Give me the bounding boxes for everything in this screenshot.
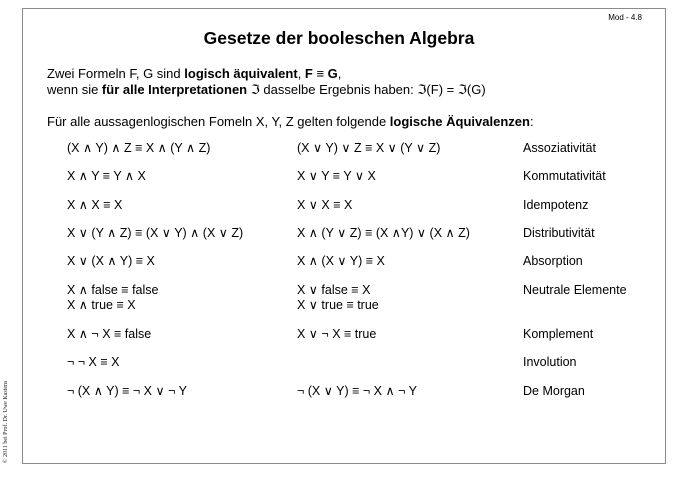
intro-text: wenn sie <box>47 82 102 97</box>
intro-text: , <box>337 66 342 81</box>
slide-id: Mod - 4.8 <box>608 13 642 22</box>
formula: X ∧ (X ∨ Y) ≡ X <box>297 254 385 268</box>
intro-formula: F ≡ G <box>304 66 338 81</box>
formula: X ∧ false ≡ false <box>67 283 159 297</box>
intro-text: , <box>297 66 305 81</box>
formula: X ∧ (Y ∨ Z) ≡ (X ∧Y) ∨ (X ∧ Z) <box>297 226 470 240</box>
lead-text: Für alle aussagenlogischen Fomeln X, Y, Z gelten folgende <box>47 114 390 129</box>
lead-emphasis: logische Äquivalenzen <box>389 114 530 129</box>
formula: ¬ (X ∨ Y) ≡ ¬ X ∧ ¬ Y <box>297 384 417 398</box>
intro-emphasis: logisch äquivalent <box>184 66 298 81</box>
formula: X ∨ ¬ X ≡ true <box>297 327 377 341</box>
law-name: Idempotenz <box>523 198 589 212</box>
law-conjunctive <box>67 141 210 156</box>
formula: ¬ ¬ X ≡ X <box>67 355 120 369</box>
law-conjunctive <box>67 169 146 184</box>
law-name: Absorption <box>523 254 583 268</box>
intro-paragraph <box>47 66 486 98</box>
formula: ¬ (X ∧ Y) ≡ ¬ X ∨ ¬ Y <box>67 384 187 398</box>
intro-text: ℑ dasselbe Ergebnis haben: ℑ(F) = ℑ(G) <box>247 82 486 97</box>
intro-line-2 <box>47 82 486 98</box>
law-conjunctive <box>67 226 243 241</box>
law-conjunctive <box>67 198 122 213</box>
law-conjunctive <box>67 283 158 313</box>
formula: X ∨ (X ∧ Y) ≡ X <box>67 254 155 268</box>
lead-text: : <box>529 114 534 129</box>
law-name: Distributivität <box>523 226 595 240</box>
law-disjunctive <box>297 254 385 269</box>
law-name: Assoziativität <box>523 141 596 155</box>
intro-line-1 <box>47 66 486 82</box>
law-disjunctive <box>297 141 440 156</box>
formula: X ∧ true ≡ X <box>67 298 136 312</box>
slide-title: Gesetze der booleschen Algebra <box>203 28 475 48</box>
lead-sentence <box>47 114 534 129</box>
law-conjunctive <box>67 384 187 399</box>
law-disjunctive <box>297 327 376 342</box>
formula: X ∧ ¬ X ≡ false <box>67 327 152 341</box>
formula: X ∨ X ≡ X <box>297 198 353 212</box>
law-conjunctive <box>67 254 155 269</box>
law-disjunctive <box>297 283 379 313</box>
law-name: Neutrale Elemente <box>523 283 627 297</box>
law-disjunctive <box>297 384 417 399</box>
law-disjunctive <box>297 169 376 184</box>
intro-emphasis: für alle Interpretationen <box>101 82 248 97</box>
formula: X ∧ Y ≡ Y ∧ X <box>67 169 146 183</box>
law-disjunctive <box>297 226 470 241</box>
formula: X ∨ true ≡ true <box>297 298 379 312</box>
copyright-note: © 2011 bei Prof. Dr. Uwe Kastens <box>3 380 9 463</box>
law-name: Komplement <box>523 327 594 341</box>
law-conjunctive <box>67 355 119 370</box>
intro-text: Zwei Formeln F, G sind <box>47 66 185 81</box>
formula: X ∨ Y ≡ Y ∨ X <box>297 169 376 183</box>
law-disjunctive <box>297 198 352 213</box>
law-name: De Morgan <box>523 384 585 398</box>
formula: (X ∨ Y) ∨ Z ≡ X ∨ (Y ∨ Z) <box>297 141 441 155</box>
formula: X ∨ (Y ∧ Z) ≡ (X ∨ Y) ∧ (X ∨ Z) <box>67 226 244 240</box>
law-name: Involution <box>523 355 577 369</box>
formula: X ∧ X ≡ X <box>67 198 123 212</box>
formula: X ∨ false ≡ X <box>297 283 371 297</box>
law-name: Kommutativität <box>523 169 606 183</box>
formula: (X ∧ Y) ∧ Z ≡ X ∧ (Y ∧ Z) <box>67 141 211 155</box>
law-conjunctive <box>67 327 151 342</box>
